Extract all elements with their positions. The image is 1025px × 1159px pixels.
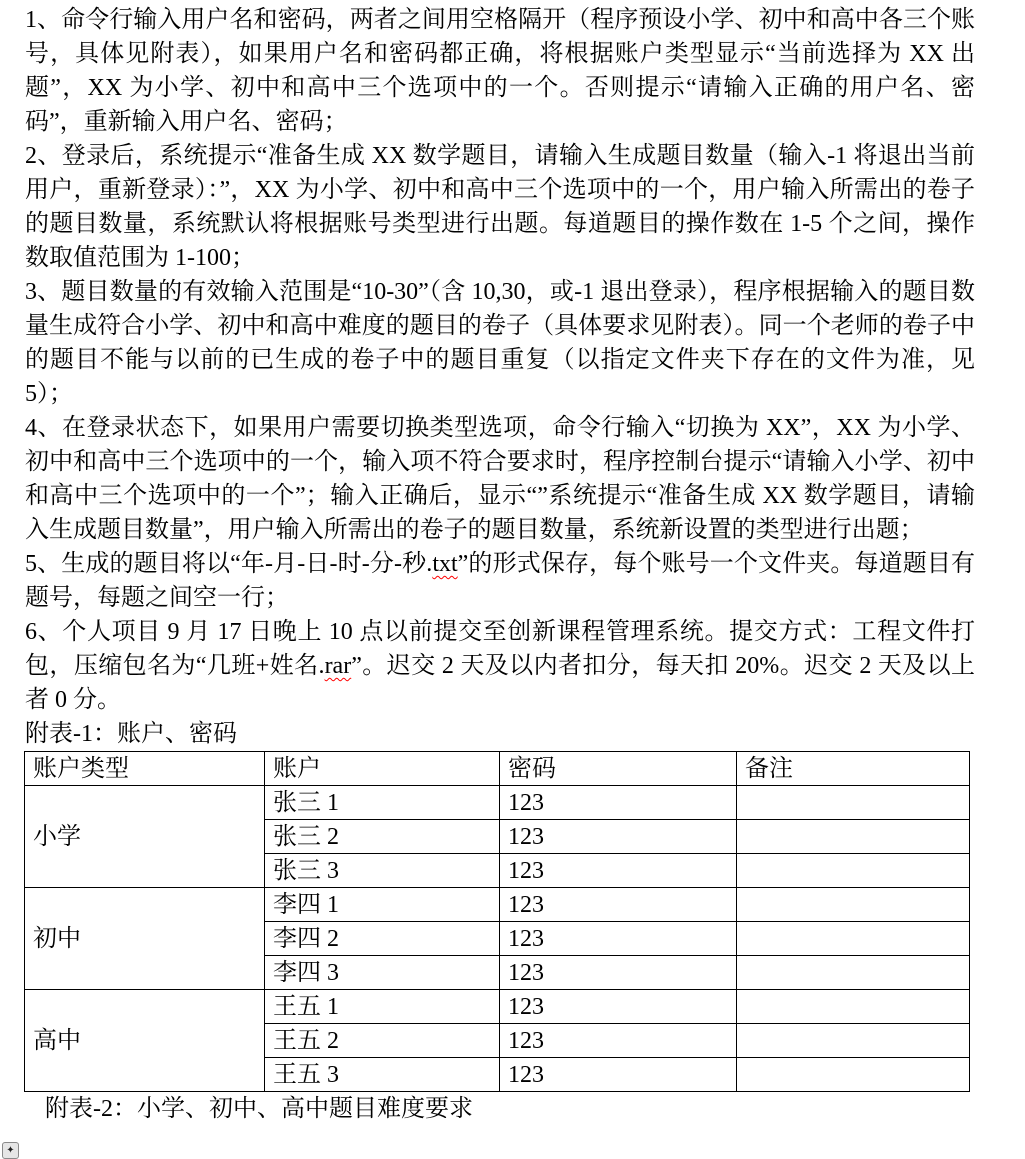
password-cell: 123	[500, 1024, 737, 1058]
password-cell: 123	[500, 1058, 737, 1092]
table-row	[25, 990, 970, 1024]
account-cell: 李四 3	[265, 956, 500, 990]
password-cell: 123	[500, 786, 737, 820]
paragraph-4	[25, 411, 975, 547]
note-cell	[737, 1058, 970, 1092]
document-body	[25, 3, 975, 1122]
anchor-icon-glyph: ✦	[2, 1142, 19, 1159]
col-header-password: 密码	[500, 752, 737, 786]
paragraph-3-text: 3、题目数量的有效输入范围是“10-30”（含 10,30，或-1 退出登录），程序根据输入的题目数量生成符合小学、初中和高中难度的题目的卷子（具体要求见附表）。同一个老师的卷子中的题目不能与以前的已生成的卷子中的题目重复（以指定文件夹下存在的文件为准，见 5）；	[25, 279, 975, 407]
account-cell: 王五 3	[265, 1058, 500, 1092]
next-table-caption-clipped: 附表-2：小学、初中、高中题目难度要求	[45, 1096, 473, 1122]
account-cell: 张三 3	[265, 854, 500, 888]
table-header-row	[25, 752, 970, 786]
note-cell	[737, 820, 970, 854]
account-cell: 张三 2	[265, 820, 500, 854]
accounts-table	[24, 751, 970, 1092]
note-cell	[737, 786, 970, 820]
spellcheck-underline-txt: txt	[432, 551, 458, 577]
account-cell: 张三 1	[265, 786, 500, 820]
password-cell: 123	[500, 854, 737, 888]
paragraph-3	[25, 275, 975, 411]
note-cell	[737, 888, 970, 922]
paragraph-6-text-post: ”。迟交 2 天及以内者扣分，每天扣 20%。迟交 2 天及以上者 0 分。	[25, 653, 975, 713]
account-cell: 李四 1	[265, 888, 500, 922]
col-header-note: 备注	[737, 752, 970, 786]
table-row	[25, 888, 970, 922]
spellcheck-underline-rar: rar	[324, 653, 352, 679]
col-header-account-type: 账户类型	[25, 752, 265, 786]
account-cell: 李四 2	[265, 922, 500, 956]
password-cell: 123	[500, 990, 737, 1024]
note-cell	[737, 1024, 970, 1058]
note-cell	[737, 956, 970, 990]
note-cell	[737, 990, 970, 1024]
note-cell	[737, 854, 970, 888]
account-type-cell-middle: 初中	[25, 888, 265, 990]
password-cell: 123	[500, 956, 737, 990]
paragraph-4-text: 4、在登录状态下，如果用户需要切换类型选项，命令行输入“切换为 XX”，XX 为小学、初中和高中三个选项中的一个，输入项不符合要求时，程序控制台提示“请输入小学、初中和高中三个选项中的一个”；输入正确后，显示“”系统提示“准备生成 XX 数学题目，请输入生成题目数量”，用户输入所需出的卷子的题目数量，系统新设置的类型进行出题；	[25, 415, 975, 543]
col-header-account: 账户	[265, 752, 500, 786]
object-anchor-icon	[2, 1142, 19, 1155]
account-type-cell-high: 高中	[25, 990, 265, 1092]
account-cell: 王五 2	[265, 1024, 500, 1058]
paragraph-6	[25, 615, 975, 717]
password-cell: 123	[500, 888, 737, 922]
paragraph-1	[25, 3, 975, 139]
table-row	[25, 786, 970, 820]
password-cell: 123	[500, 820, 737, 854]
paragraph-5	[25, 547, 975, 615]
table-caption: 附表-1：账户、密码	[25, 721, 237, 747]
paragraph-1-text: 1、命令行输入用户名和密码，两者之间用空格隔开（程序预设小学、初中和高中各三个账号，具体见附表），如果用户名和密码都正确，将根据账户类型显示“当前选择为 XX 出题”，XX 为小学、初中和高中三个选项中的一个。否则提示“请输入正确的用户名、密码”，重新输入用户名、密码；	[25, 7, 975, 135]
paragraph-2	[25, 139, 975, 275]
paragraph-5-text-pre: 5、生成的题目将以“年-月-日-时-分-秒.	[25, 551, 433, 577]
paragraph-5-text-post: ”的形式保存，每个账号一个文件夹。每道题目有题号，每题之间空一行；	[25, 551, 975, 611]
password-cell: 123	[500, 922, 737, 956]
account-type-cell-primary: 小学	[25, 786, 265, 888]
paragraph-6-text-pre: 6、个人项目 9 月 17 日晚上 10 点以前提交至创新课程管理系统。提交方式：工程文件打包，压缩包名为“几班+姓名.	[25, 619, 975, 679]
note-cell	[737, 922, 970, 956]
account-cell: 王五 1	[265, 990, 500, 1024]
paragraph-2-text: 2、登录后，系统提示“准备生成 XX 数学题目，请输入生成题目数量（输入-1 将退出当前用户，重新登录）：”，XX 为小学、初中和高中三个选项中的一个，用户输入所需出的卷子的题目数量，系统默认将根据账号类型进行出题。每道题目的操作数在 1-5 个之间，操作数取值范围为 1-100；	[25, 143, 975, 271]
